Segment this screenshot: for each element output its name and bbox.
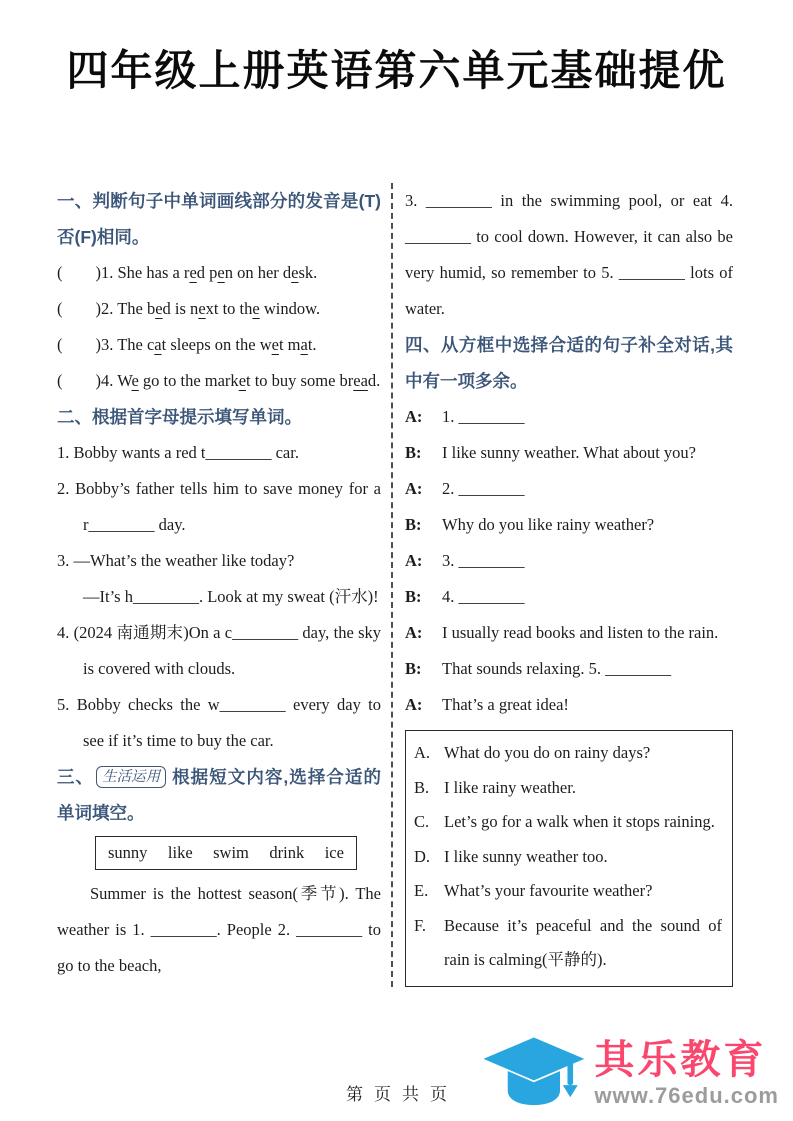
option-text: What’s your favourite weather? [444,881,653,900]
brand-logo [476,1029,779,1115]
option-label: A. [414,743,431,762]
dialogue-line-8 [405,651,733,687]
speaker-label: B: [405,443,422,462]
fill-blank-item-3-question: 3. —What’s the weather like today? [57,551,295,570]
speaker-label: B: [405,587,422,606]
speaker-label: A: [405,695,423,714]
word-bank-word: sunny [108,843,148,862]
dialogue-line-1 [405,399,733,435]
brand-text [594,1037,779,1108]
dialogue-text: That’s a great idea! [442,695,569,714]
option-text: What do you do on rainy days? [444,743,651,762]
section-4-heading: 四、从方框中选择合适的句子补全对话,其中有一项多余。 [405,335,733,391]
pronunciation-item-1: ( )1. She has a red pen on her desk. [57,263,318,282]
dialogue-line-5 [405,543,733,579]
option-item-a [414,736,722,771]
dialogue-text: I usually read books and listen to the rain. [442,623,719,642]
fill-blank-item-4: 4. (2024 南通期末)On a c________ day, the sky is covered with clouds. [57,623,381,678]
dialogue-text: 1. ________ [442,407,525,426]
right-column [393,183,733,987]
speaker-label: A: [405,479,423,498]
fill-blank-item-1: 1. Bobby wants a red t________ car. [57,443,299,462]
dialogue-text: 2. ________ [442,479,525,498]
word-bank-word: drink [269,843,305,862]
option-label: B. [414,777,430,797]
dialogue-line-3 [405,471,733,507]
dialogue-text: 4. ________ [442,587,525,606]
dialogue-line-2 [405,435,733,471]
content-columns [57,183,733,987]
dialogue-text: I like sunny weather. What about you? [442,443,697,462]
section-2-heading: 二、根据首字母提示填写单词。 [57,407,302,427]
word-bank-word: swim [213,843,249,862]
cloze-passage-start: Summer is the hottest season(季节). The weather is 1. ________. People 2. ________ to go to the beach, [57,884,381,975]
option-item-b [414,771,722,806]
option-label: D. [414,846,431,866]
section-3-heading [57,759,381,831]
dialogue-line-4 [405,507,733,543]
speaker-label: B: [405,659,422,678]
speaker-label: A: [405,623,423,642]
dialogue-line-9 [405,687,733,723]
pronunciation-item-2: ( )2. The bed is next to the window. [57,299,321,318]
dialogue-line-7 [405,615,733,651]
word-bank-word: like [167,843,193,862]
life-application-tag: 生活运用 [96,766,166,788]
fill-blank-item-2: 2. Bobby’s father tells him to save money for a r________ day. [57,479,381,534]
word-bank-word: ice [324,843,344,862]
speaker-label: A: [405,407,423,426]
sentence-options-box [405,730,733,987]
option-label: F. [414,915,426,935]
option-item-c [414,805,722,840]
speaker-label: A: [405,551,423,570]
fill-blank-item-5: 5. Bobby checks the w________ every day to see if it’s time to buy the car. [57,695,381,750]
option-label: E. [414,881,429,900]
option-item-d [414,840,722,875]
option-text: I like sunny weather too. [444,846,608,866]
option-item-f [414,909,722,978]
dialogue-text: 3. ________ [442,551,525,570]
brand-name: 其乐教育 [594,1037,767,1082]
section-3-heading-text: 根据短文内容,选择合适的单词填空。 [57,767,381,823]
brand-url: www.76edu.com [594,1082,779,1108]
speaker-label: B: [405,515,422,534]
graduation-cap-icon [476,1029,588,1115]
option-text: Because it’s peaceful and the sound of rain is calming(平静的). [444,915,722,969]
dialogue-text: That sounds relaxing. 5. ________ [442,659,672,678]
cloze-passage-continued: 3. ________ in the swimming pool, or eat 4. ________ to cool down. However, it can also be very humid, so remember to 5. ________ lots of water. [405,191,733,318]
page-footer: 第页共页 [346,1085,458,1104]
dialogue-line-6 [405,579,733,615]
page-title: 四年级上册英语第六单元基础提优 [66,47,727,94]
section-1-heading: 一、判断句子中单词画线部分的发音是(T)否(F)相同。 [57,191,381,247]
left-column [57,183,391,987]
option-text: I like rainy weather. [444,777,576,797]
pronunciation-item-3: ( )3. The cat sleeps on the wet mat. [57,335,317,354]
fill-blank-item-3-answer: —It’s h________. Look at my sweat (汗水)! [83,587,379,606]
option-label: C. [414,812,430,831]
option-item-e [414,874,722,909]
pronunciation-item-4: ( )4. We go to the market to buy some bread. [57,371,381,390]
option-text: Let’s go for a walk when it stops raining. [444,812,715,831]
section-3-number: 三、 [57,767,95,787]
word-bank-box [95,836,357,870]
dialogue-text: Why do you like rainy weather? [442,515,655,534]
